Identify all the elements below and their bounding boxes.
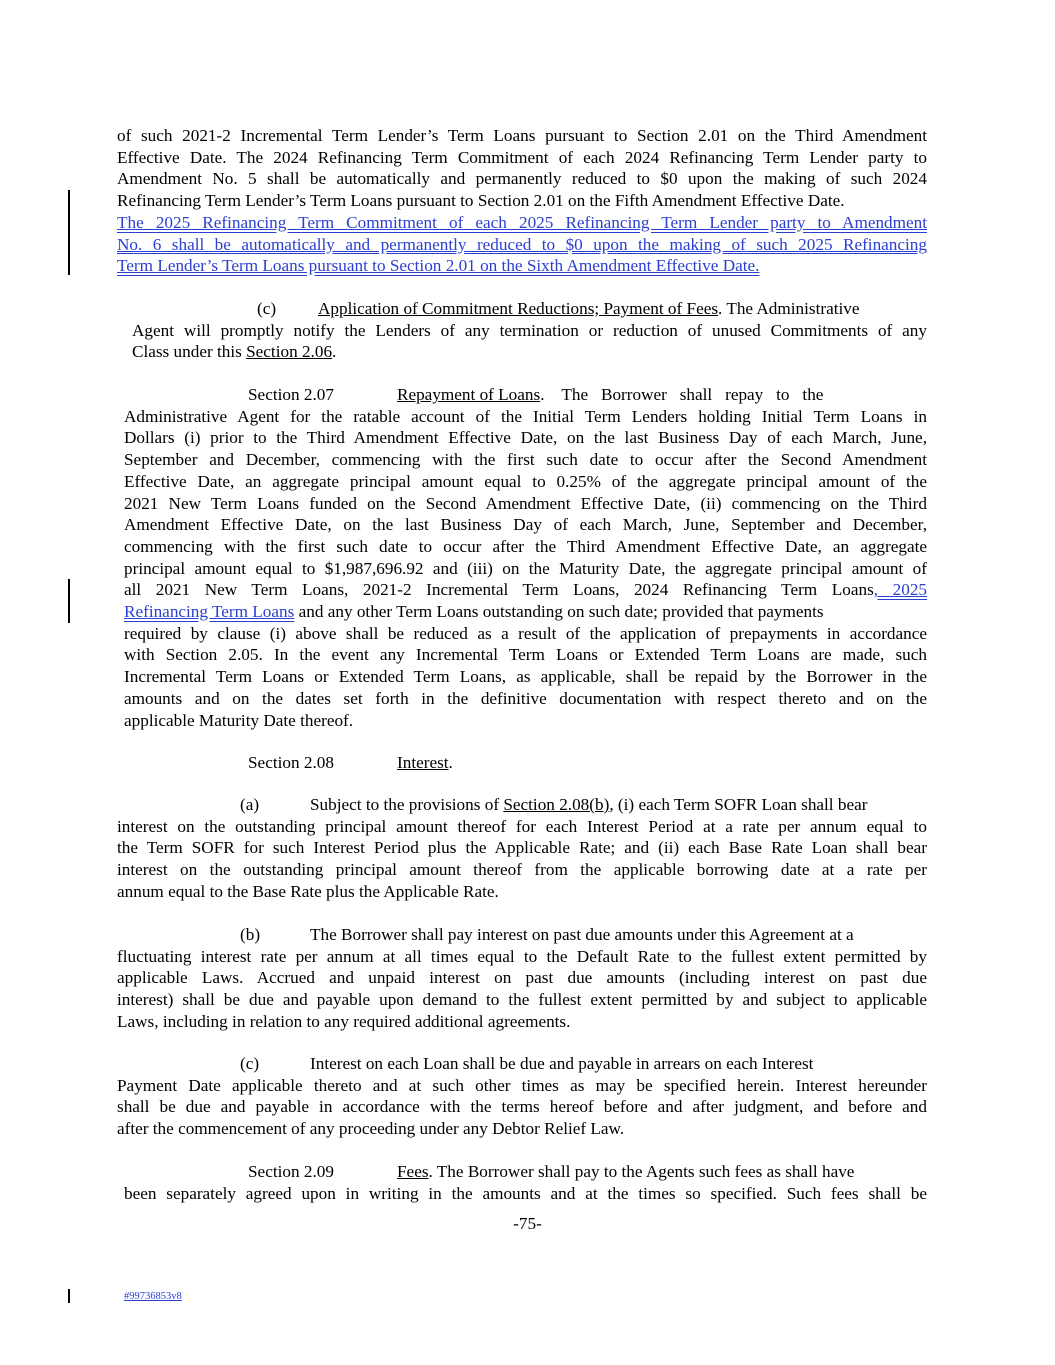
text-line: required by clause (i) above shall be reduced as a result of the application of prepayments in accordance: [124, 623, 927, 643]
text-line: amounts and on the dates set forth in the definitive documentation with respect thereto and on the: [124, 688, 927, 708]
section-2-09-fees: [124, 1161, 927, 1204]
text-line: commencing with the first such date to occur after the Third Amendment Effective Date, an aggregate: [124, 536, 927, 556]
paragraph-2-08-c: [117, 1053, 927, 1140]
text-line: Dollars (i) prior to the Third Amendment Effective Date, on the last Business Day of each March, June,: [124, 428, 927, 448]
section-heading: Repayment of Loans: [397, 385, 541, 404]
text-line: shall be due and payable in accordance with the terms hereof before and after judgment, and before and: [117, 1097, 927, 1117]
section-number: Section 2.09: [248, 1162, 334, 1181]
text-line: principal amount equal to $1,987,696.92 and (iii) on the Maturity Date, the aggregate principal amount of: [124, 558, 927, 578]
clause-label: (b): [240, 925, 261, 944]
text-segment: and any other Term Loans outstanding on such date; provided that payments: [294, 602, 824, 622]
text-segment: , (i) each Term SOFR Loan shall bear: [609, 795, 868, 814]
text-line: [117, 924, 927, 946]
section-heading: Interest: [397, 753, 449, 772]
text-line: interest) shall be due and payable upon demand to the fullest extent permitted by and subject to applicable: [117, 990, 927, 1010]
text-line: Laws, including in relation to any required additional agreements.: [117, 1011, 571, 1031]
clause-heading: Application of Commitment Reductions; Payment of Fees: [318, 299, 719, 318]
text-line: Amendment Effective Date, on the last Business Day of each March, June, September and December,: [124, 515, 927, 535]
inserted-text: , 2025: [873, 580, 928, 600]
text-line: Incremental Term Loans or Extended Term Loans, as applicable, shall be repaid by the Borrower in the: [124, 667, 927, 687]
section-reference: Section 2.08(b): [503, 795, 610, 814]
text-segment: Interest on each Loan shall be due and payable in arrears on each Interest: [310, 1054, 814, 1073]
text-segment: . The Borrower shall pay to the Agents such fees as shall have: [428, 1162, 855, 1181]
text-line: [132, 298, 927, 320]
text-line: Agent will promptly notify the Lenders of any termination or reduction of unused Commitments of any: [132, 320, 927, 340]
clause-label: (a): [240, 795, 260, 814]
text-line: of such 2021-2 Incremental Term Lender’s Term Loans pursuant to Section 2.01 on the Third Amendment: [117, 126, 927, 145]
text-line: been separately agreed upon in writing in the amounts and at the times so specified. Such fees shall be: [124, 1183, 927, 1203]
text-segment: . The Administrative: [718, 299, 860, 318]
section-number: Section 2.08: [248, 753, 334, 772]
change-bar: [68, 190, 70, 275]
text-line: interest on the outstanding principal amount thereof for each Interest Period at a rate per annum equal to: [117, 816, 927, 836]
paragraph-commitment-reduction: [117, 125, 927, 277]
text-line: Payment Date applicable thereto and at such other times as may be specified herein. Interest hereunder: [117, 1075, 927, 1095]
paragraph-2-08-b: [117, 924, 927, 1033]
text-line: [124, 1161, 927, 1183]
text-line: interest on the outstanding principal amount thereof from the applicable borrowing date at a rate per: [117, 860, 927, 880]
text-line: [124, 579, 927, 601]
text-line: [124, 384, 927, 406]
text-segment: . The Borrower shall repay to the: [540, 385, 824, 404]
inserted-text: Refinancing Term Loans: [124, 602, 295, 622]
page-number: -75-: [513, 1214, 542, 1233]
text-line: September and December, commencing with the first such date to occur after the Second Amendment: [124, 450, 927, 470]
text-line: [132, 341, 927, 363]
section-number: Section 2.07: [248, 385, 334, 404]
text-line: fluctuating interest rate per annum at all times equal to the Default Rate to the fullest extent permitted by: [117, 946, 927, 966]
clause-label: (c): [257, 299, 277, 318]
text-line: [124, 752, 927, 774]
text-line: with Section 2.05. In the event any Incremental Term Loans or Extended Term Loans are made, such: [124, 645, 927, 665]
text-line: Amendment No. 5 shall be automatically and permanently reduced to $0 upon the making of such 2024: [117, 169, 927, 189]
paragraph-2-08-a: [117, 794, 927, 903]
text-line: 2021 New Term Loans funded on the Second Amendment Effective Date, (ii) commencing on the Third: [124, 493, 927, 513]
change-bar: [68, 579, 70, 623]
section-heading: Fees: [397, 1162, 429, 1181]
text-segment: The Borrower shall pay interest on past due amounts under this Agreement at a: [310, 925, 854, 944]
section-2-07-repayment: [124, 384, 927, 731]
clause-label: (c): [240, 1054, 260, 1073]
text-line: Effective Date, an aggregate principal amount equal to 0.25% of the aggregate principal amount of the: [124, 471, 927, 491]
text-line: applicable Maturity Date thereof.: [124, 710, 354, 730]
text-segment: Refinancing Term Lender’s Term Loans pursuant to Section 2.01 on the Fifth Amendment Effective Date.: [117, 191, 845, 211]
text-segment: all 2021 New Term Loans, 2021-2 Incremental Term Loans, 2024 Refinancing Term Loans: [124, 580, 874, 600]
text-line: after the commencement of any proceeding under any Debtor Relief Law.: [117, 1119, 625, 1139]
text-line: the Term SOFR for such Interest Period plus the Applicable Rate; and (ii) each Base Rate Loan shall bear: [117, 838, 927, 858]
text-line: [117, 1053, 927, 1075]
text-line: annum equal to the Base Rate plus the Applicable Rate.: [117, 881, 499, 901]
paragraph-application-of-reductions: [132, 298, 927, 363]
text-segment: .: [332, 342, 337, 362]
text-segment: .: [448, 753, 453, 772]
inserted-text-line: The 2025 Refinancing Term Commitment of each 2025 Refinancing Term Lender party to Amendment: [117, 212, 927, 232]
text-line: Effective Date. The 2024 Refinancing Term Commitment of each 2024 Refinancing Term Lender party to: [117, 147, 927, 167]
inserted-text-line: No. 6 shall be automatically and permanently reduced to $0 upon the making of such 2025 Refinancing: [117, 234, 927, 254]
text-segment: Class under this: [132, 342, 247, 362]
text-segment: Subject to the provisions of: [310, 795, 504, 814]
section-2-08-interest: [124, 752, 927, 774]
text-line: applicable Laws. Accrued and unpaid interest on past due amounts (including interest on past due: [117, 968, 927, 988]
text-line: Administrative Agent for the ratable account of the Initial Term Lenders holding Initial Term Loans in: [124, 406, 927, 426]
text-line: [117, 794, 927, 816]
inserted-text-line: Term Lender’s Term Loans pursuant to Section 2.01 on the Sixth Amendment Effective Date.: [117, 256, 760, 276]
section-reference: Section 2.06: [246, 342, 333, 362]
document-id: #99736853v8: [124, 1291, 182, 1302]
text-line: [117, 190, 927, 212]
change-bar: [68, 1289, 70, 1303]
text-line: [124, 601, 927, 623]
